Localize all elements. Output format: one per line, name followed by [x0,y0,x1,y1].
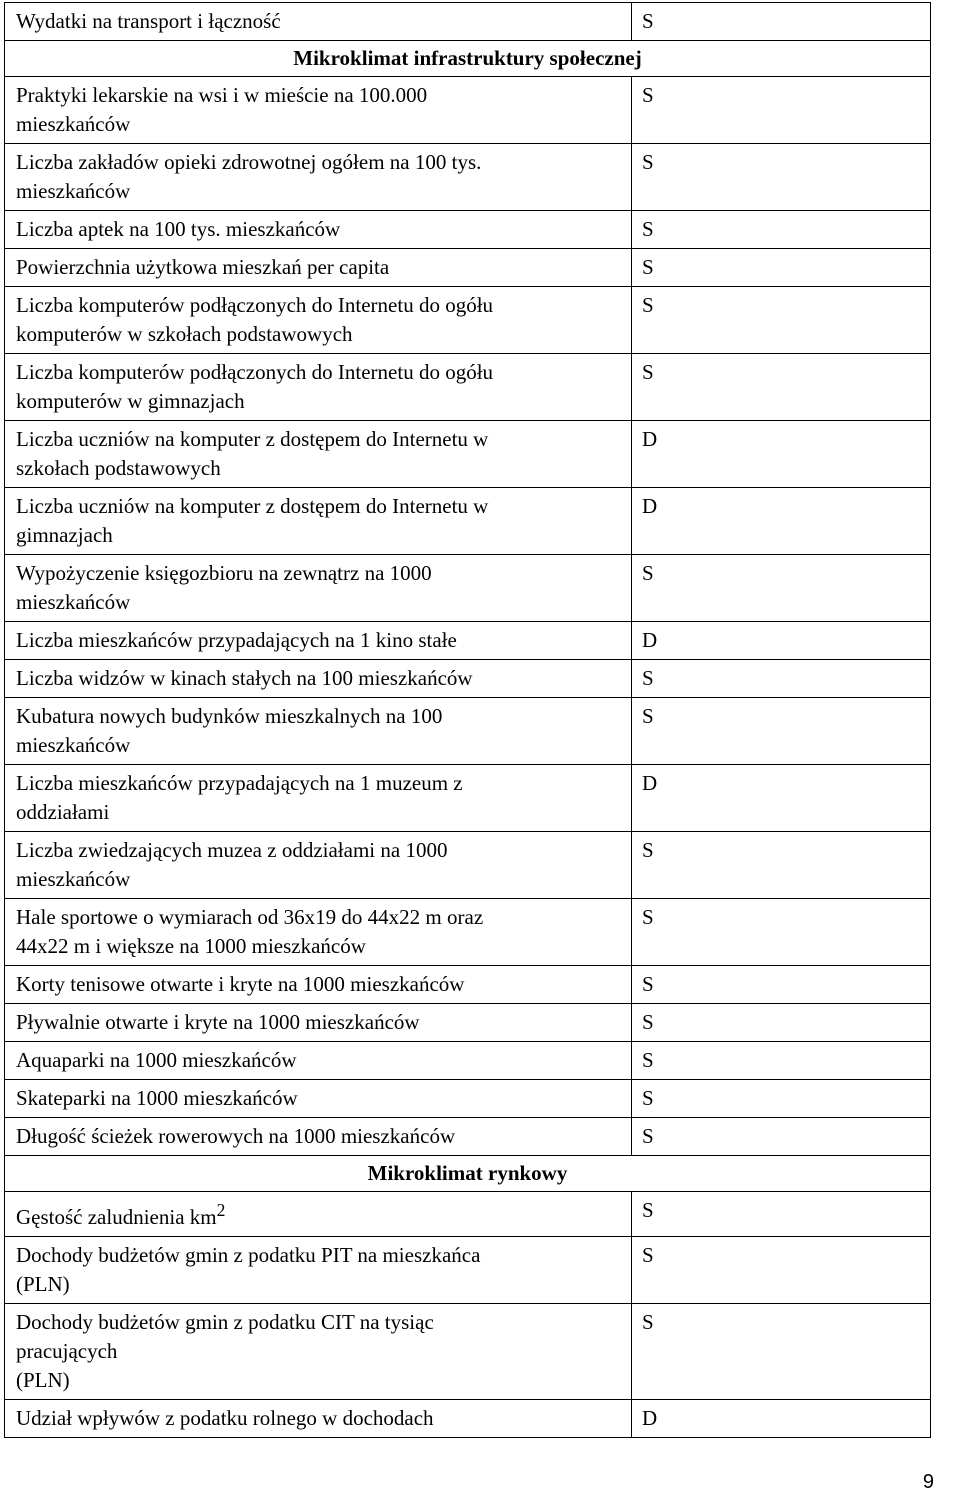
table-row [5,249,931,287]
indicator-type: S [632,211,931,249]
indicator-name: Liczba zwiedzających muzea z oddziałami na 1000 mieszkańców [5,832,632,899]
table-row [5,3,931,41]
indicator-name: Kubatura nowych budynków mieszkalnych na 100 mieszkańców [5,698,632,765]
indicator-name: Wypożyczenie księgozbioru na zewnątrz na 1000 mieszkańców [5,555,632,622]
indicator-name: Praktyki lekarskie na wsi i w mieście na 100.000 mieszkańców [5,77,632,144]
indicator-name: Dochody budżetów gmin z podatku CIT na tysiąc pracujących (PLN) [5,1304,632,1400]
page-number: 9 [922,1471,934,1493]
table-row [5,1118,931,1156]
indicator-type: S [632,899,931,966]
table-row [5,698,931,765]
table-row [5,354,931,421]
indicator-type: S [632,1192,931,1237]
table-row [5,1080,931,1118]
indicator-name: Udział wpływów z podatku rolnego w dochodach [5,1400,632,1438]
indicator-name: Liczba mieszkańców przypadających na 1 kino stałe [5,622,632,660]
indicator-name: Liczba komputerów podłączonych do Internetu do ogółu komputerów w szkołach podstawowych [5,287,632,354]
indicator-type: S [632,77,931,144]
indicator-type: D [632,765,931,832]
indicator-name: Dochody budżetów gmin z podatku PIT na mieszkańca (PLN) [5,1237,632,1304]
indicator-name: Liczba widzów w kinach stałych na 100 mieszkańców [5,660,632,698]
table-row [5,211,931,249]
section-title: Mikroklimat rynkowy [5,1156,931,1192]
indicator-type: S [632,354,931,421]
indicator-type: S [632,1118,931,1156]
indicator-name: Wydatki na transport i łączność [5,3,632,41]
indicator-name: Hale sportowe o wymiarach od 36x19 do 44x22 m oraz 44x22 m i większe na 1000 mieszkańców [5,899,632,966]
table-row [5,660,931,698]
indicator-type: S [632,1237,931,1304]
indicator-type: S [632,287,931,354]
table-row [5,555,931,622]
section-header-row [5,1156,931,1192]
indicator-type: S [632,1080,931,1118]
indicator-name: Skateparki na 1000 mieszkańców [5,1080,632,1118]
table-row [5,1400,931,1438]
table-row [5,1042,931,1080]
indicators-table [4,2,931,1438]
table-row [5,966,931,1004]
section-header-row [5,41,931,77]
indicator-type: S [632,249,931,287]
table-row [5,622,931,660]
table-row [5,765,931,832]
table-row [5,287,931,354]
indicator-type: S [632,660,931,698]
table-row [5,899,931,966]
indicator-type: D [632,421,931,488]
indicator-type: S [632,832,931,899]
indicator-name: Liczba mieszkańców przypadających na 1 muzeum z oddziałami [5,765,632,832]
section-title: Mikroklimat infrastruktury społecznej [5,41,931,77]
table-row [5,488,931,555]
indicator-name [5,1192,632,1237]
table-row [5,1004,931,1042]
indicator-name: Liczba uczniów na komputer z dostępem do Internetu w gimnazjach [5,488,632,555]
indicator-type: S [632,698,931,765]
indicator-type: S [632,1042,931,1080]
indicator-type: S [632,555,931,622]
indicator-name: Liczba zakładów opieki zdrowotnej ogółem na 100 tys. mieszkańców [5,144,632,211]
table-row [5,421,931,488]
indicator-type: S [632,1004,931,1042]
indicator-type: D [632,1400,931,1438]
table-row [5,1304,931,1400]
indicator-name: Liczba uczniów na komputer z dostępem do Internetu w szkołach podstawowych [5,421,632,488]
indicator-name: Korty tenisowe otwarte i kryte na 1000 mieszkańców [5,966,632,1004]
indicator-type: S [632,3,931,41]
indicator-type: S [632,1304,931,1400]
indicator-type: D [632,488,931,555]
indicator-name: Długość ścieżek rowerowych na 1000 mieszkańców [5,1118,632,1156]
indicator-name: Liczba komputerów podłączonych do Internetu do ogółu komputerów w gimnazjach [5,354,632,421]
table-row [5,77,931,144]
indicator-type: D [632,622,931,660]
indicator-name: Pływalnie otwarte i kryte na 1000 mieszkańców [5,1004,632,1042]
indicator-name: Aquaparki na 1000 mieszkańców [5,1042,632,1080]
indicator-name: Powierzchnia użytkowa mieszkań per capita [5,249,632,287]
superscript: 2 [216,1200,226,1220]
table-row [5,144,931,211]
indicator-type: S [632,144,931,211]
indicator-name-text: Gęstość zaludnienia km [16,1205,217,1229]
table-row [5,1192,931,1237]
table-row [5,832,931,899]
indicator-type: S [632,966,931,1004]
table-row [5,1237,931,1304]
indicator-name: Liczba aptek na 100 tys. mieszkańców [5,211,632,249]
